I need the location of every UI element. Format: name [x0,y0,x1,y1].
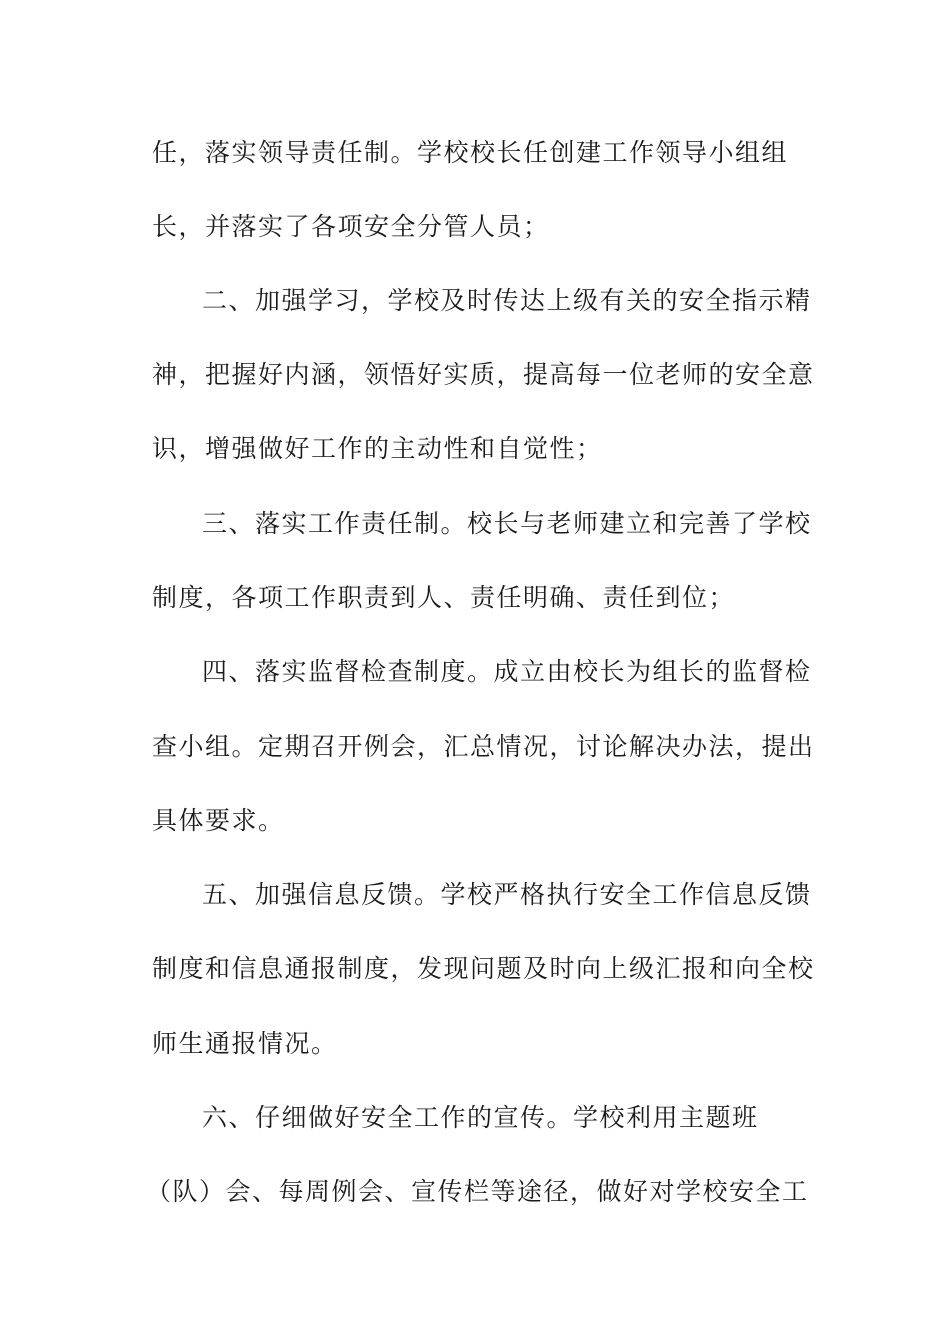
text-line: 制度和信息通报制度，发现问题及时向上级汇报和向全校 [152,954,815,983]
text-line: 师生通报情况。 [152,1029,338,1058]
text-line: 长，并落实了各项安全分管人员； [152,212,550,241]
text-line: 神，把握好内涵，领悟好实质，提高每一位老师的安全意 [152,360,815,389]
text-line: 制度，各项工作职责到人、责任明确、责任到位； [152,583,736,612]
paragraph-4-start: 四、落实监督检查制度。成立由校长为组长的监督检 [202,657,812,686]
paragraph-2-start: 二、加强学习，学校及时传达上级有关的安全指示精 [202,286,812,315]
text-line: 任，落实领导责任制。学校校长任创建工作领导小组组 [152,138,789,167]
paragraph-5-start: 五、加强信息反馈。学校严格执行安全工作信息反馈 [202,880,812,909]
text-line: 识，增强做好工作的主动性和自觉性； [152,434,603,463]
text-line: 查小组。定期召开例会，汇总情况，讨论解决办法，提出 [152,732,815,761]
paragraph-6-start: 六、仔细做好安全工作的宣传。学校利用主题班 [202,1103,759,1132]
text-line: （队）会、每周例会、宣传栏等途径，做好对学校安全工 [146,1177,809,1206]
paragraph-3-start: 三、落实工作责任制。校长与老师建立和完善了学校 [202,509,812,538]
text-line: 具体要求。 [152,806,285,835]
